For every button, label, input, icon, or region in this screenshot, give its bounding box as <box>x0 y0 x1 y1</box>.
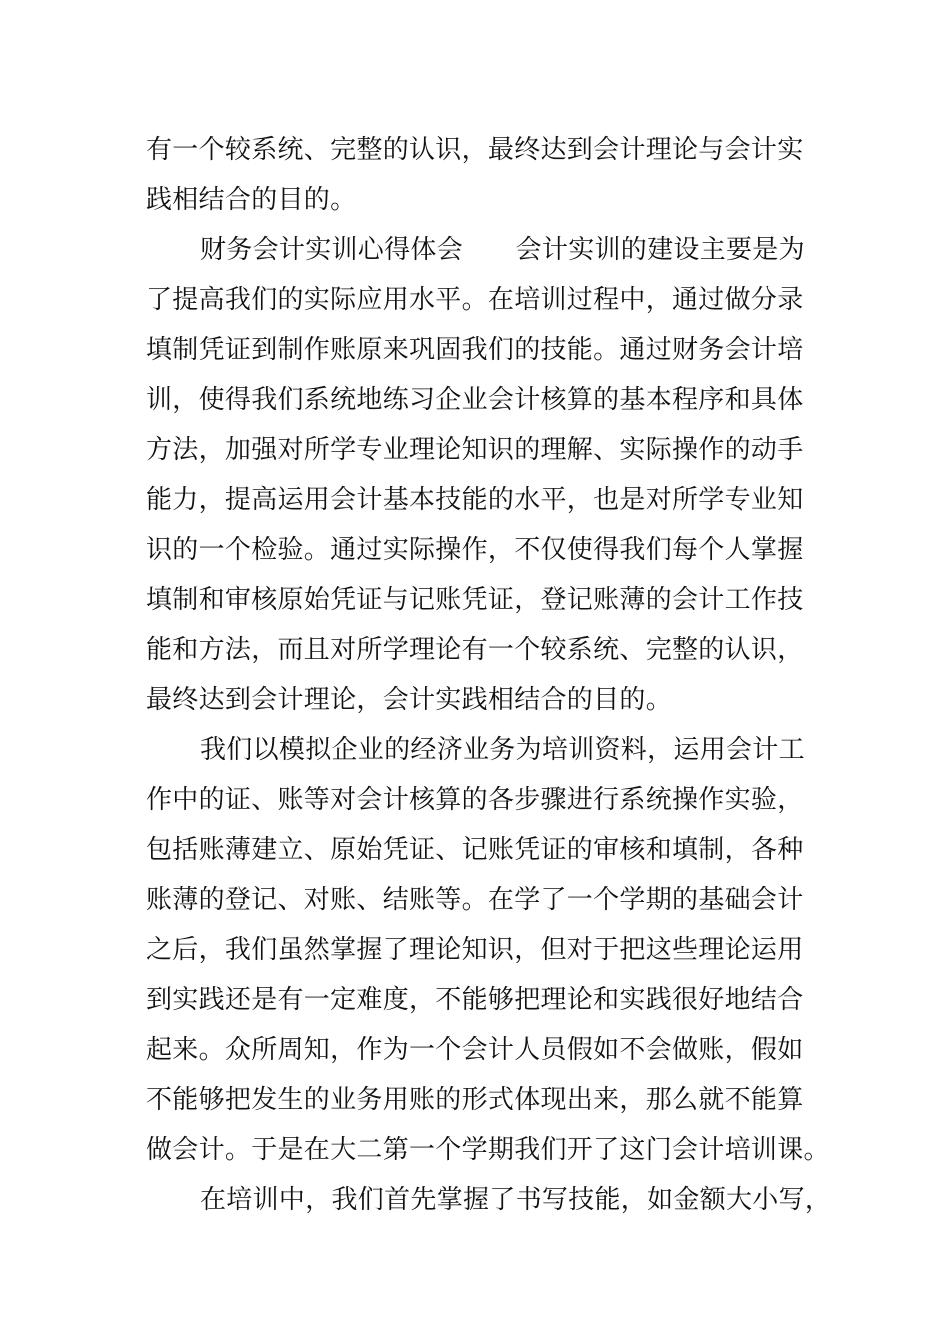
text-line: 训，使得我们系统地练习企业会计核算的基本程序和具体 <box>146 385 804 415</box>
text-line: 不能够把发生的业务用账的形式体现出来，那么就不能算 <box>146 1085 804 1115</box>
text-line: 能和方法，而且对所学理论有一个较系统、完整的认识， <box>146 635 804 665</box>
text-line: 起来。众所周知，作为一个会计人员假如不会做账，假如 <box>146 1035 804 1065</box>
text-line: 方法，加强对所学专业理论知识的理解、实际操作的动手 <box>146 435 804 465</box>
text-line: 有一个较系统、完整的认识，最终达到会计理论与会计实 <box>146 135 804 165</box>
text-line: 我们以模拟企业的经济业务为培训资料，运用会计工 <box>200 735 805 765</box>
text-line: 践相结合的目的。 <box>146 185 357 215</box>
text-line: 做会计。于是在大二第一个学期我们开了这门会计培训课。 <box>146 1135 830 1165</box>
text-line: 在培训中，我们首先掌握了书写技能，如金额大小写， <box>200 1185 832 1215</box>
text-line: 到实践还是有一定难度，不能够把理论和实践很好地结合 <box>146 985 804 1015</box>
text-line: 了提高我们的实际应用水平。在培训过程中，通过做分录 <box>146 285 804 315</box>
text-line: 能力，提高运用会计基本技能的水平，也是对所学专业知 <box>146 485 804 515</box>
text-line: 包括账薄建立、原始凭证、记账凭证的审核和填制，各种 <box>146 835 804 865</box>
text-line: 填制和审核原始凭证与记账凭证，登记账薄的会计工作技 <box>146 585 804 615</box>
text-line: 最终达到会计理论，会计实践相结合的目的。 <box>146 685 673 715</box>
text-line: 填制凭证到制作账原来巩固我们的技能。通过财务会计培 <box>146 335 804 365</box>
text-line: 财务会计实训心得体会 会计实训的建设主要是为 <box>200 235 805 265</box>
text-line: 识的一个检验。通过实际操作，不仅使得我们每个人掌握 <box>146 535 804 565</box>
text-line: 账薄的登记、对账、结账等。在学了一个学期的基础会计 <box>146 885 804 915</box>
text-line: 之后，我们虽然掌握了理论知识，但对于把这些理论运用 <box>146 935 804 965</box>
text-line: 作中的证、账等对会计核算的各步骤进行系统操作实验， <box>146 785 804 815</box>
